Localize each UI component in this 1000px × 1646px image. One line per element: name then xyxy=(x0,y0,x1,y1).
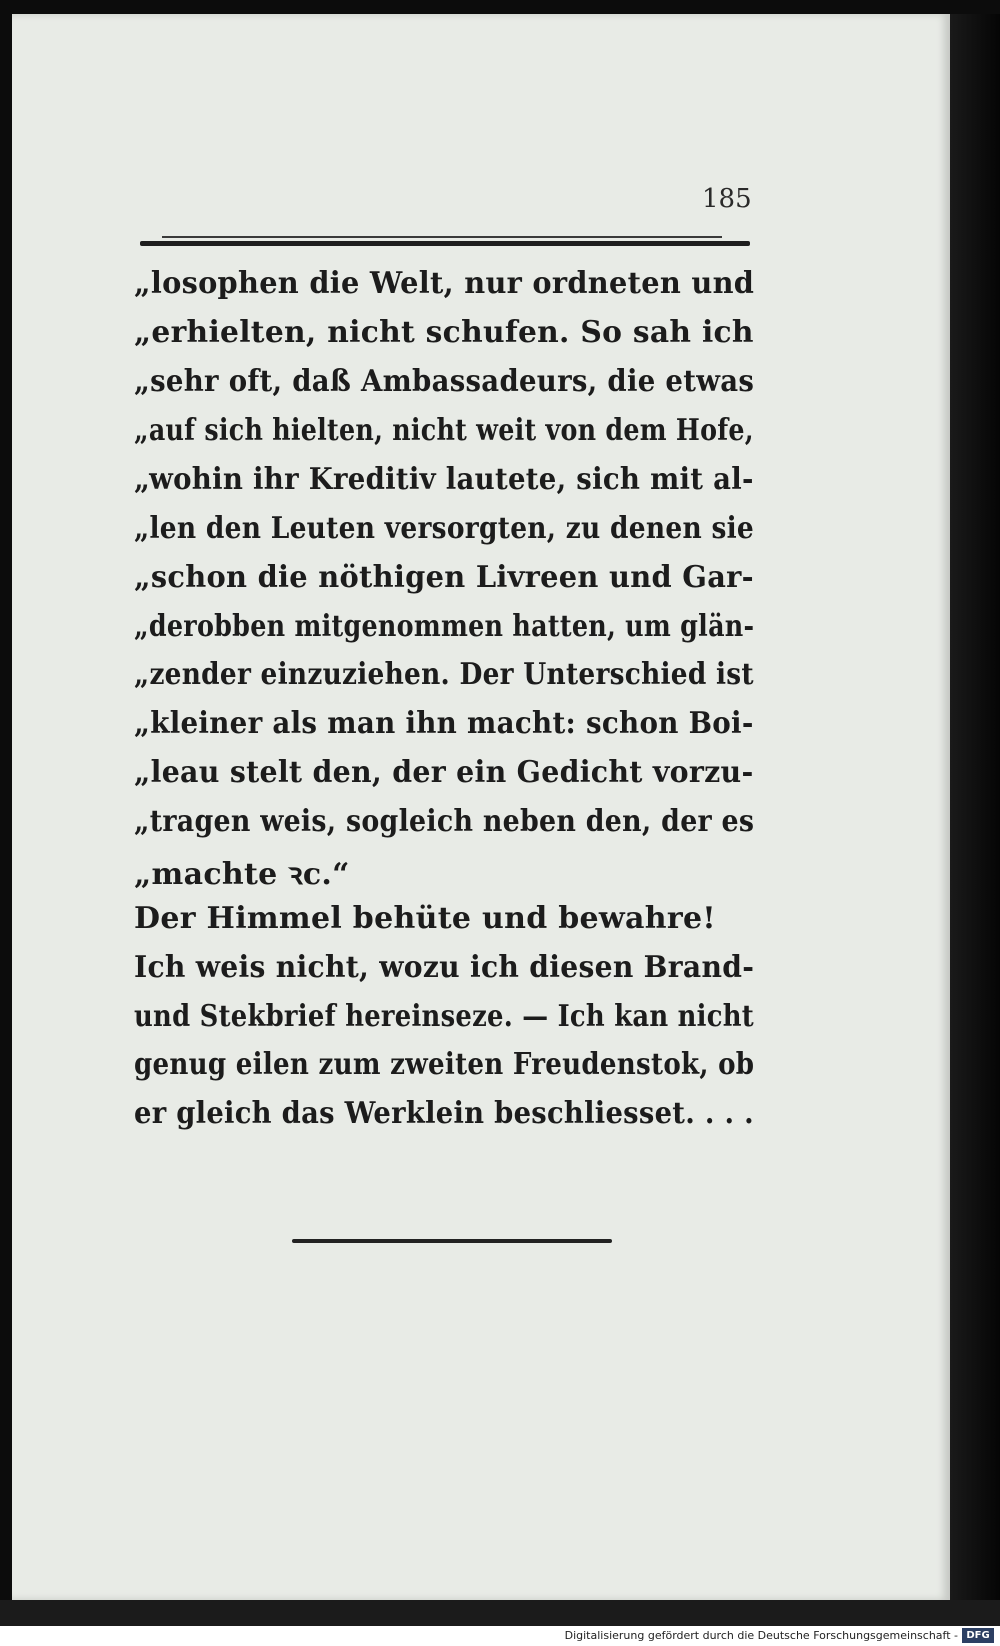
text-line: „zender einzuziehen. Der Unterschied ist xyxy=(134,657,754,692)
text-line: und Stekbrief hereinseze. — Ich kan nicht xyxy=(134,999,754,1034)
text-line: „leau stelt den, der ein Gedicht vorzu- xyxy=(134,755,754,790)
scan-bottom-edge xyxy=(0,1600,1000,1626)
page-number: 185 xyxy=(702,184,752,214)
text-line: Ich weis nicht, wozu ich diesen Brand- xyxy=(134,950,755,985)
book-binding-edge xyxy=(950,14,1000,1600)
text-line: „machte ꝛc.“ xyxy=(134,857,350,892)
text-line: er gleich das Werklein beschliesset. . . . xyxy=(134,1096,754,1131)
footer-credit: Digitalisierung gefördert durch die Deutsche Forschungsgemeinschaft - xyxy=(564,1629,958,1642)
footer-bar xyxy=(0,1626,1000,1646)
text-line: Der Himmel behüte und bewahre! xyxy=(134,901,716,936)
text-line: „sehr oft, daß Ambassadeurs, die etwas xyxy=(134,364,755,399)
text-line: genug eilen zum zweiten Freudenstok, ob xyxy=(134,1047,755,1082)
header-rule-thin xyxy=(162,236,722,238)
dfg-logo: DFG xyxy=(962,1628,994,1643)
text-line: „derobben mitgenommen hatten, um glän- xyxy=(134,609,755,644)
book-page xyxy=(12,14,953,1600)
text-line: „tragen weis, sogleich neben den, der es xyxy=(134,804,755,839)
text-line: „wohin ihr Kreditiv lautete, sich mit al- xyxy=(134,462,754,497)
text-line: „losophen die Welt, nur ordneten und xyxy=(134,266,755,301)
text-line: „len den Leuten versorgten, zu denen sie xyxy=(134,511,755,546)
text-line: „kleiner als man ihn macht: schon Boi- xyxy=(134,706,754,741)
end-rule xyxy=(292,1239,612,1243)
text-line: „auf sich hielten, nicht weit von dem Hofe, xyxy=(134,413,754,448)
header-rule xyxy=(140,241,750,246)
text-line: „schon die nöthigen Livreen und Gar- xyxy=(134,560,754,595)
text-line: „erhielten, nicht schufen. So sah ich xyxy=(134,315,754,350)
